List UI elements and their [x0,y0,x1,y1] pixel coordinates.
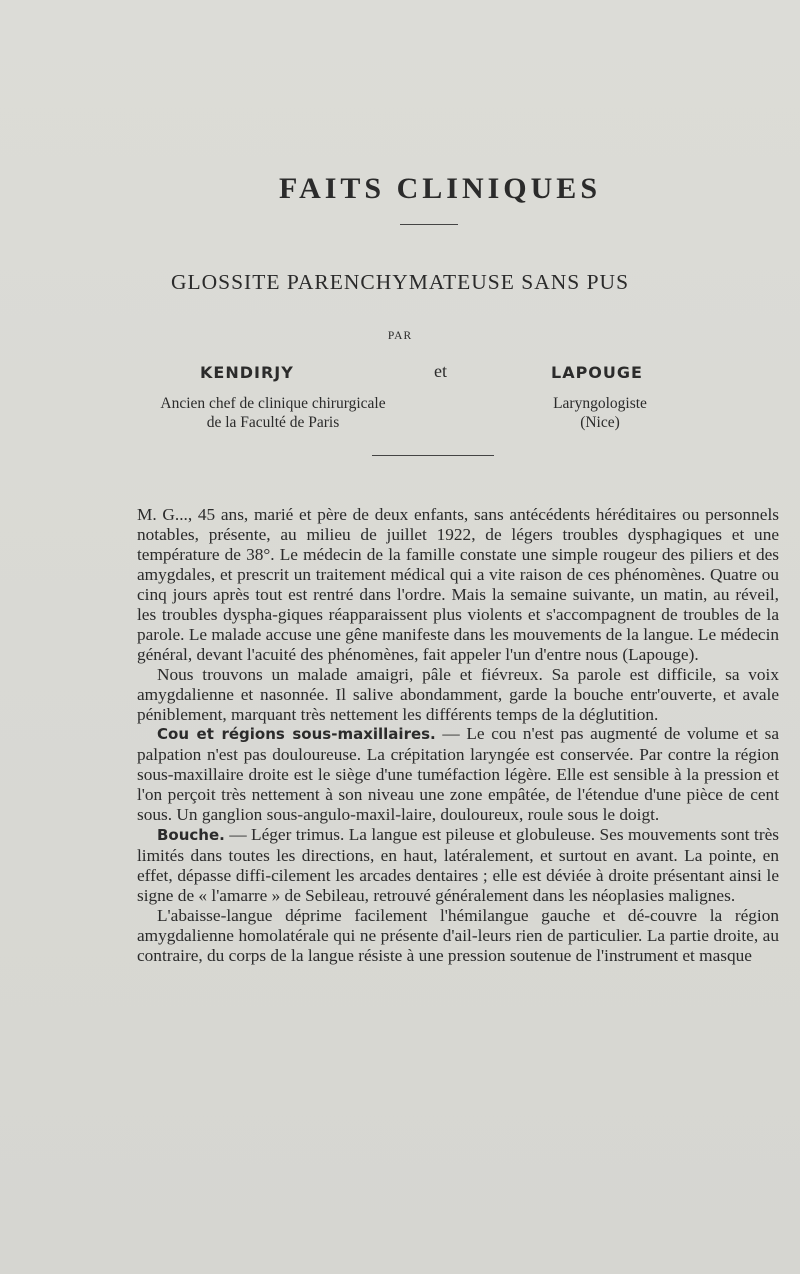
affiliation-line: de la Faculté de Paris [206,414,340,431]
body-paragraph: Nous trouvons un malade amaigri, pâle et fiévreux. Sa parole est difficile, sa voix amygdalienne et nasonnée. Il salive abondamment, garde la bouche entr'ouverte, et avale péniblement, marquant très nettement les différents temps de la déglutition. [137,664,779,724]
body-paragraph [137,724,779,825]
body-paragraph: M. G..., 45 ans, marié et père de deux enfants, sans antécédents héréditaires ou personnels notables, présente, au milieu de juillet 1922, de légers troubles dysphagiques et une température de 38°. Le médecin de la famille constate une simple rougeur des piliers et des amygdales, et prescrit un traitement médical qui a vite raison de ces phénomènes. Quatre ou cinq jours après tout est rentré dans l'ordre. Mais la semaine suivante, un matin, au réveil, les troubles dyspha-giques réapparaissent plus violents et s'accompagnent de troubles de la parole. Le malade accuse une gêne manifeste dans les mouvements de la langue. Le médecin général, devant l'acuité des phénomènes, fait appeler l'un d'entre nous (Lapouge). [137,505,780,664]
title-divider [400,224,458,225]
by-label: PAR [387,330,413,342]
paragraph-text: — Le cou n'est pas augmenté de volume et sa palpation n'est pas douloureuse. La crépitation laryngée est conservée. Par contre la région sous-maxillaire droite est le siège d'une tuméfaction légère. Elle est sensible à la pression et l'on perçoit très nettement à son niveau une zone empâtée, de l'étendue d'une pièce de cent sous. Un ganglion sous-angulo-maxil-laire, douloureux, roule sous le doigt. [137,724,779,825]
author-affiliation-kendirjy [128,394,418,432]
body-paragraph: L'abaisse-langue déprime facilement l'hémilangue gauche et dé-couvre la région amygdalienne homolatérale qui ne présente d'ail-leurs rien de particulier. La partie droite, au contraire, du corps de la langue résiste à une pression soutenue de l'instrument et masque [137,906,779,965]
author-name-lapouge: LAPOUGE [551,363,643,382]
header-divider [372,455,494,456]
section-heading: Cou et régions sous-maxillaires. [157,725,436,744]
author-affiliation-lapouge [530,394,670,432]
section-title: FAITS CLINIQUES [278,172,602,205]
body-paragraph [137,825,779,906]
affiliation-line: (Nice) [580,414,620,431]
section-heading: Bouche. [157,826,225,845]
article-body [137,505,779,966]
article-title: GLOSSITE PARENCHYMATEUSE SANS PUS [170,270,630,294]
author-connector: et [434,361,447,381]
author-name-kendirjy: KENDIRJY [200,363,294,382]
paragraph-text: — Léger trimus. La langue est pileuse et globuleuse. Ses mouvements sont très limités dans toutes les directions, en haut, latéralement, et surtout en avant. La pointe, en effet, dépasse diffi-cilement les arcades dentaires ; elle est déviée à droite présentant ainsi le signe de « l'amarre » de Sebileau, retrouvé généralement dans les néoplasies malignes. [137,825,779,906]
affiliation-line: Laryngologiste [553,395,647,412]
affiliation-line: Ancien chef de clinique chirurgicale [160,395,386,412]
